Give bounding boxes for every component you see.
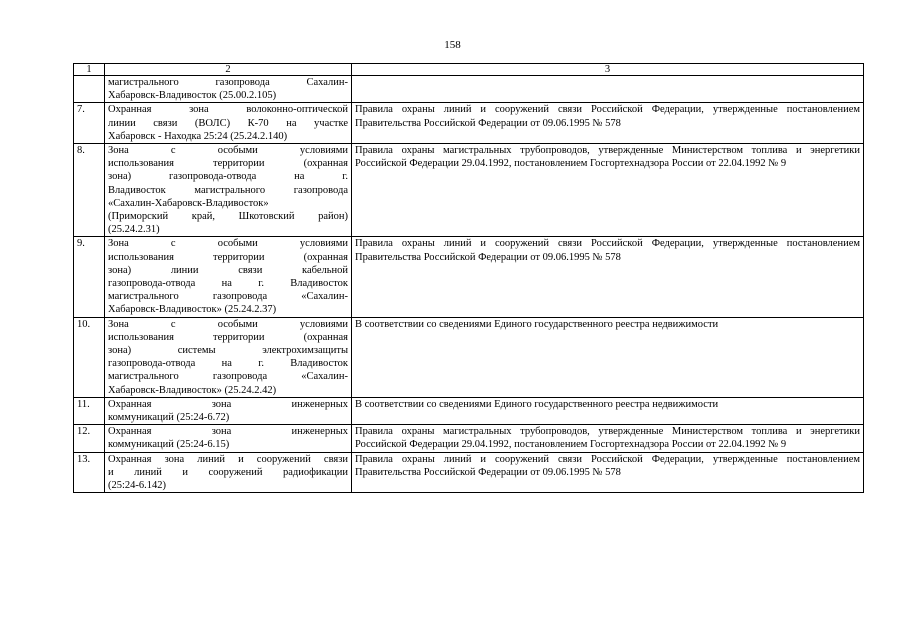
legal-basis-cell: Правила охраны магистральных трубопроводов, утвержденные Министерством топлива и энергетики Российской Федерации 29.04.1992, постановлением Госгортехнадзора России от 22.04.1992 № 9 xyxy=(352,144,864,237)
zone-name-line: Охранная зона инженерных xyxy=(108,426,348,438)
zone-name-line: использования территории (охранная xyxy=(108,331,348,343)
legal-basis-cell: В соответствии со сведениями Единого государственного реестра недвижимости xyxy=(352,397,864,424)
zone-name-line: Охранная зона линий и сооружений связи xyxy=(108,453,348,465)
zone-name-line: магистрального газопровода «Сахалин- xyxy=(108,371,348,383)
page-number: 158 xyxy=(444,39,461,51)
row-number: 13. xyxy=(74,452,105,493)
zone-name-line: (Приморский край, Шкотовский район) xyxy=(108,211,348,223)
table-row xyxy=(74,144,864,237)
zone-name-line: коммуникаций (25:24-6.72) xyxy=(108,412,230,424)
zones-table xyxy=(73,63,864,493)
legal-basis-cell: Правила охраны линий и сооружений связи Российской Федерации, утвержденные постановлением Правительства Российской Федерации от 09.06.1995 № 578 xyxy=(352,452,864,493)
header-col-2: 2 xyxy=(105,64,352,76)
legal-basis-cell: Правила охраны линий и сооружений связи Российской Федерации, утвержденные постановлением Правительства Российской Федерации от 09.06.1995 № 578 xyxy=(352,103,864,144)
zone-name-line: Хабаровск-Владивосток» (25.24.2.37) xyxy=(108,304,277,316)
legal-basis-cell: В соответствии со сведениями Единого государственного реестра недвижимости xyxy=(352,317,864,397)
zone-name-cell xyxy=(105,144,352,237)
zone-name-cell xyxy=(105,237,352,317)
row-number: 9. xyxy=(74,237,105,317)
zone-name-line: Охранная зона волоконно-оптической xyxy=(108,104,348,116)
legal-basis-cell: Правила охраны магистральных трубопроводов, утвержденные Министерством топлива и энергетики Российской Федерации 29.04.1992, постановлением Госгортехнадзора России от 22.04.1992 № 9 xyxy=(352,425,864,452)
zone-name-line: зона) газопровода-отвода на г. xyxy=(108,171,348,183)
zone-name-line: (25:24-6.142) xyxy=(108,480,167,492)
zone-name-line: Охранная зона инженерных xyxy=(108,398,348,410)
table-row xyxy=(74,425,864,452)
zone-name-line: зона) линии связи кабельной xyxy=(108,264,348,276)
zone-name-line: зона) системы электрохимзащиты xyxy=(108,345,348,357)
zone-name-line: Хабаровск-Владивосток (25.00.2.105) xyxy=(108,90,277,102)
table-row xyxy=(74,317,864,397)
row-number: 12. xyxy=(74,425,105,452)
zone-name-line: линии связи (ВОЛС) К-70 на участке xyxy=(108,117,348,129)
row-number: 8. xyxy=(74,144,105,237)
zone-name-cell xyxy=(105,317,352,397)
zone-name-line: коммуникаций (25:24-6.15) xyxy=(108,439,230,451)
table-row xyxy=(74,452,864,493)
table-row xyxy=(74,76,864,103)
zone-name-line: Хабаровск - Находка 25:24 (25.24.2.140) xyxy=(108,130,288,142)
zone-name-line: газопровода-отвода на г. Владивосток xyxy=(108,278,348,290)
zone-name-line: магистрального газопровода «Сахалин- xyxy=(108,291,348,303)
legal-basis-cell: Правила охраны линий и сооружений связи Российской Федерации, утвержденные постановлением Правительства Российской Федерации от 09.06.1995 № 578 xyxy=(352,237,864,317)
row-number: 11. xyxy=(74,397,105,424)
header-col-1: 1 xyxy=(74,64,105,76)
zone-name-line: использования территории (охранная xyxy=(108,251,348,263)
legal-basis-cell xyxy=(352,76,864,103)
zone-name-line: (25.24.2.31) xyxy=(108,224,160,236)
header-col-3: 3 xyxy=(352,64,864,76)
zone-name-cell xyxy=(105,103,352,144)
table-row xyxy=(74,397,864,424)
zone-name-line: Зона с особыми условиями xyxy=(108,145,348,157)
zone-name-cell xyxy=(105,425,352,452)
zone-name-line: Владивосток магистрального газопровода xyxy=(108,184,348,196)
table-header-row xyxy=(74,64,864,76)
zone-name-line: использования территории (охранная xyxy=(108,158,348,170)
zone-name-line: газопровода-отвода на г. Владивосток xyxy=(108,358,348,370)
row-number: 10. xyxy=(74,317,105,397)
zone-name-line: магистрального газопровода Сахалин- xyxy=(108,77,348,88)
zone-name-cell xyxy=(105,452,352,493)
row-number: 7. xyxy=(74,103,105,144)
zone-name-cell xyxy=(105,397,352,424)
table-row xyxy=(74,103,864,144)
zone-name-line: «Сахалин-Хабаровск-Владивосток» xyxy=(108,197,269,209)
zone-name-line: Хабаровск-Владивосток» (25.24.2.42) xyxy=(108,384,277,396)
table-row xyxy=(74,237,864,317)
zone-name-line: Зона с особыми условиями xyxy=(108,238,348,250)
zone-name-line: и линий и сооружений радиофикации xyxy=(108,466,348,478)
row-number xyxy=(74,76,105,103)
zone-name-cell xyxy=(105,76,352,103)
zone-name-line: Зона с особыми условиями xyxy=(108,318,348,330)
